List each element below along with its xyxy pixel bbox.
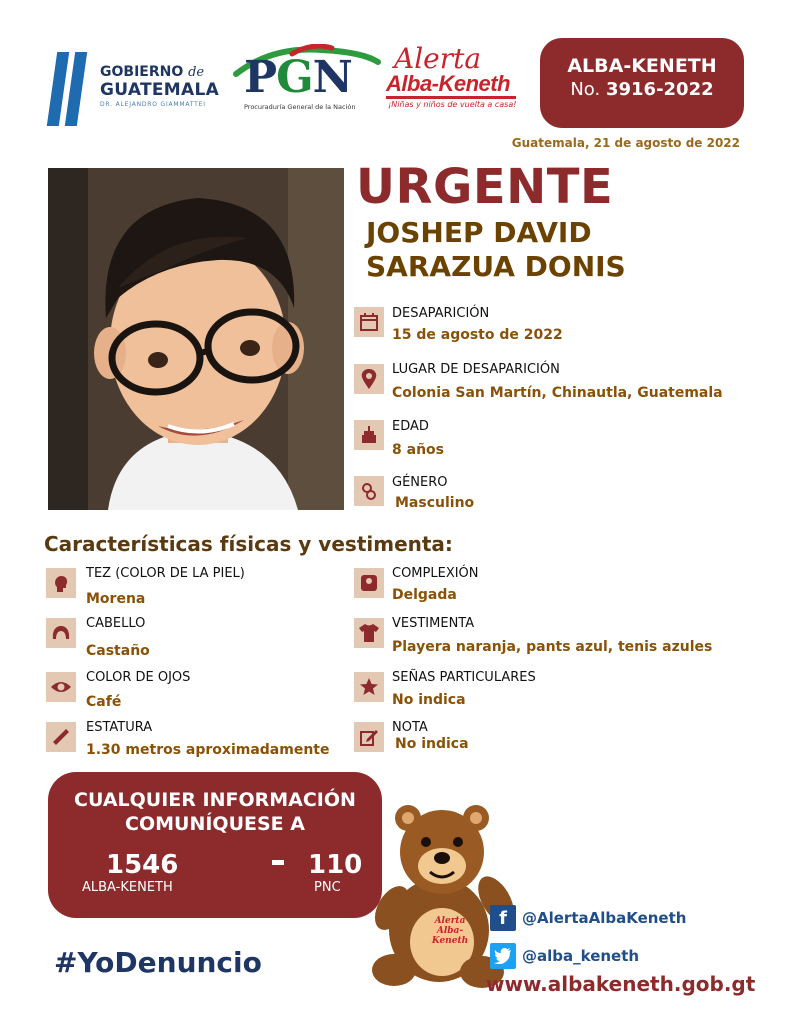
missing-person-name bbox=[366, 216, 626, 284]
tshirt-icon bbox=[354, 618, 384, 648]
child-portrait-illustration bbox=[48, 168, 344, 510]
contact-title-line2: COMUNÍQUESE A bbox=[125, 813, 305, 835]
ojos-value: Café bbox=[86, 694, 122, 710]
phone-number-pnc[interactable]: 110 bbox=[308, 850, 363, 880]
name-line2: SARAZUA DONIS bbox=[366, 250, 626, 283]
case-no-label: No. bbox=[570, 79, 601, 100]
calendar-icon bbox=[354, 307, 384, 337]
contact-title-line1: CUALQUIER INFORMACIÓN bbox=[74, 789, 356, 811]
case-number-badge bbox=[540, 38, 744, 128]
genero-label: GÉNERO bbox=[392, 475, 448, 490]
birthday-cake-icon bbox=[354, 420, 384, 450]
eye-icon bbox=[46, 672, 76, 702]
edad-label: EDAD bbox=[392, 419, 429, 434]
gender-icon bbox=[354, 476, 384, 506]
hair-icon bbox=[46, 618, 76, 648]
complexion-value: Delgada bbox=[392, 587, 457, 603]
alerta-logo-tagline: ¡Niñas y niños de vuelta a casa! bbox=[388, 100, 517, 109]
bulletin-date: Guatemala, 21 de agosto de 2022 bbox=[511, 136, 740, 150]
complexion-label: COMPLEXIÓN bbox=[392, 566, 479, 581]
nota-value: No indica bbox=[395, 736, 469, 752]
gobierno-de: de bbox=[188, 65, 205, 80]
gobierno-logo-bars bbox=[48, 52, 90, 126]
nota-label: NOTA bbox=[392, 720, 428, 735]
lugar-value: Colonia San Martín, Chinautla, Guatemala bbox=[392, 385, 723, 401]
pgn-subtitle: Procuraduría General de la Nación bbox=[244, 103, 356, 111]
vestimenta-label: VESTIMENTA bbox=[392, 616, 475, 631]
alerta-logo-underline bbox=[386, 96, 516, 99]
contact-title bbox=[48, 788, 382, 836]
estatura-value: 1.30 metros aproximadamente bbox=[86, 742, 330, 758]
contact-separator bbox=[272, 860, 284, 865]
lugar-label: LUGAR DE DESAPARICIÓN bbox=[392, 362, 560, 377]
case-no: 3916-2022 bbox=[605, 79, 714, 100]
facebook-icon: f bbox=[490, 905, 516, 931]
case-title: ALBA-KENETH bbox=[567, 55, 717, 77]
gobierno-line2: GUATEMALA bbox=[100, 80, 220, 100]
desaparicion-value: 15 de agosto de 2022 bbox=[392, 327, 563, 343]
contact-box bbox=[48, 772, 382, 918]
genero-value: Masculino bbox=[395, 495, 475, 511]
gobierno-logo bbox=[100, 64, 230, 108]
note-edit-icon bbox=[354, 722, 384, 752]
pgn-letter-p: P bbox=[244, 52, 277, 103]
name-line1: JOSHEP DAVID bbox=[366, 216, 592, 249]
hashtag: #YoDenuncio bbox=[54, 946, 262, 979]
tez-label: TEZ (COLOR DE LA PIEL) bbox=[86, 566, 245, 581]
phone-label-alba-keneth: ALBA-KENETH bbox=[82, 880, 173, 895]
pgn-letter-g: G bbox=[276, 52, 313, 103]
facebook-handle[interactable]: @AlertaAlbaKeneth bbox=[522, 909, 687, 927]
phone-number-alba-keneth[interactable]: 1546 bbox=[106, 850, 179, 880]
scale-icon bbox=[354, 568, 384, 598]
vestimenta-value: Playera naranja, pants azul, tenis azules bbox=[392, 639, 713, 655]
cabello-label: CABELLO bbox=[86, 616, 146, 631]
star-icon bbox=[354, 672, 384, 702]
twitter-icon bbox=[490, 943, 516, 969]
missing-child-photo bbox=[48, 168, 344, 510]
desaparicion-label: DESAPARICIÓN bbox=[392, 306, 490, 321]
gobierno-line3: DR. ALEJANDRO GIAMMATTEI bbox=[100, 101, 206, 108]
pgn-logo bbox=[244, 52, 352, 103]
location-pin-icon bbox=[354, 364, 384, 394]
senas-label: SEÑAS PARTICULARES bbox=[392, 670, 536, 685]
alerta-logo-line2: Alba-Keneth bbox=[386, 71, 511, 96]
pgn-letter-n: N bbox=[312, 52, 352, 103]
edad-value: 8 años bbox=[392, 442, 444, 458]
tez-value: Morena bbox=[86, 591, 146, 607]
cabello-value: Castaño bbox=[86, 643, 150, 659]
estatura-label: ESTATURA bbox=[86, 720, 153, 735]
gobierno-line1: GOBIERNO bbox=[100, 64, 184, 80]
ruler-icon bbox=[46, 722, 76, 752]
urgent-title: URGENTE bbox=[356, 159, 614, 215]
ojos-label: COLOR DE OJOS bbox=[86, 670, 191, 685]
skin-tone-head-icon bbox=[46, 568, 76, 598]
alerta-logo-line1: Alerta bbox=[394, 42, 482, 75]
characteristics-title: Características físicas y vestimenta: bbox=[44, 532, 453, 556]
twitter-handle[interactable]: @alba_keneth bbox=[522, 947, 640, 965]
phone-label-pnc: PNC bbox=[314, 880, 341, 895]
mascot-belly-text: Alerta Alba-Keneth bbox=[431, 916, 469, 946]
senas-value: No indica bbox=[392, 692, 466, 708]
website-link[interactable]: www.albakeneth.gob.gt bbox=[486, 972, 756, 996]
